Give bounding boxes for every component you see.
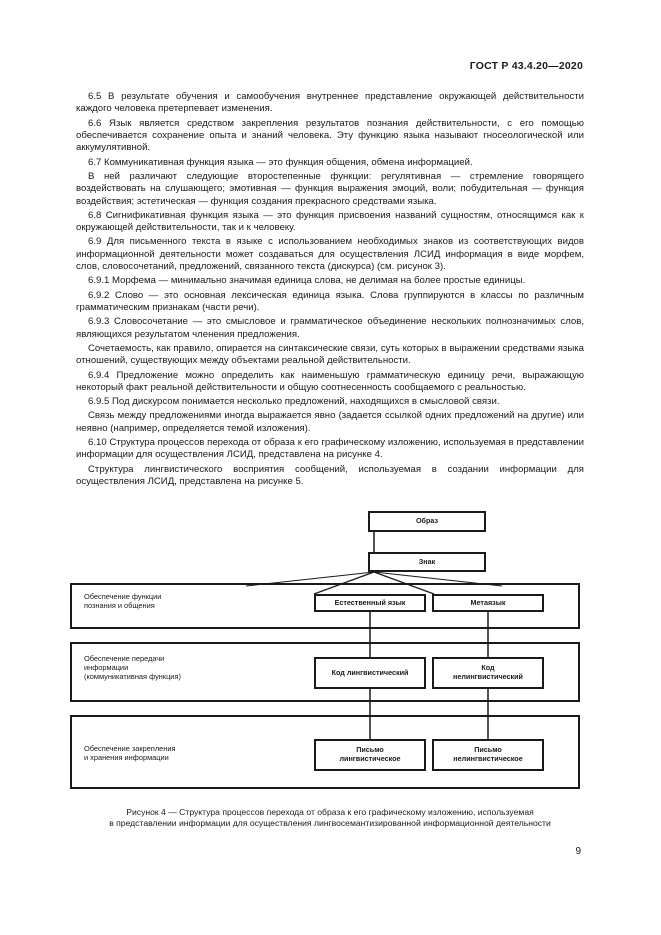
paragraph-6-9-5: 6.9.5 Под дискурсом понимается несколько предложений, находящихся в смысловой связи. [88, 396, 500, 408]
natural-language-box [314, 594, 426, 612]
sign-box [368, 552, 486, 572]
paragraph-6-8: 6.8 Сигнификативная функция языка — это функция присвоения названий сущностям, относящимся как к окружающей действительности, так и к человеку. [76, 209, 584, 234]
natural-language-label: Естественный язык [334, 597, 406, 607]
figure-caption [40, 807, 620, 830]
standard-header: ГОСТ Р 43.4.20—2020 [469, 60, 583, 72]
paragraph-6-10-figure5: Структура лингвистического восприятия сообщений, используемая в создании информации для осуществления ЛСИД, представлена на рисунке 5. [76, 463, 584, 487]
linguistic-writing-label-line2: лингвистическое [339, 754, 401, 763]
row3-label [84, 744, 176, 762]
caption-line1: Рисунок 4 — Структура процессов перехода от образа к его графическому изложению, используемая [126, 807, 534, 817]
paragraph-6-5: 6.5 В результате обучения и самообучения внутреннее представление окружающей действительности каждого человека претерпевает изменения. [76, 91, 584, 115]
paragraph-6-9-4: 6.9.4 Предложение можно определить как наименьшую грамматическую единицу речи, выражающую некоторый факт реальной действительности и общую соотнесенность сообщаемого с реальностью. [76, 369, 584, 393]
paragraph-6-6: 6.6 Язык является средством закрепления результатов познания действительности, с его помощью обеспечивается сохранение опыта и знаний человека. Эту функцию языка называют гносеологической или аккумулятивной. [76, 117, 584, 154]
nonlinguistic-writing-box [432, 739, 544, 771]
row2-label [84, 654, 181, 681]
linguistic-code-label: Код лингвистический [331, 667, 409, 677]
image-box [368, 511, 486, 532]
paragraph-6-9: 6.9 Для письменного текста в языке с использованием необходимых знаков из соответствующих видов информационной деятельности может создаваться для осуществления ЛСИД информация в виде морфем, слов, словосочетаний, предложений, связанного текста (дискурса) (см. рисунок 3). [76, 236, 584, 273]
linguistic-writing-label-line1: Письмо [356, 745, 384, 755]
row2-label-line1: Обеспечение передачи [84, 654, 165, 663]
paragraph-6-9-3: 6.9.3 Словосочетание — это смысловое и грамматическое объединение нескольких полнозначимых слов, являющихся результатом членения предложения. [76, 316, 584, 340]
row1-label [84, 592, 161, 610]
page-number: 9 [575, 846, 581, 857]
paragraph-6-10: 6.10 Структура процессов перехода от образа к его графическому изложению, используемая в представлении информации для осуществления ЛСИД, представлена на рисунке 4. [76, 436, 584, 461]
paragraph-6-9-3-combinability: Сочетаемость, как правило, опирается на синтаксические связи, суть которых в выражении средствами языка отношений, существующих между объектами реальной действительности. [76, 342, 584, 367]
paragraph-6-9-1: 6.9.1 Морфема — минимально значимая единица слова, не делимая на более простые единицы. [88, 275, 526, 287]
sign-box-label: Знак [418, 556, 436, 566]
linguistic-writing-box [314, 739, 426, 771]
nonlinguistic-writing-label-line2: нелингвистическое [453, 754, 523, 763]
nonlinguistic-code-label-line1: Код [481, 663, 495, 673]
metalanguage-box [432, 594, 544, 612]
row2-label-line2: информации [84, 663, 129, 672]
row3-label-line2: и хранения информации [84, 753, 169, 762]
body-text [76, 91, 584, 490]
nonlinguistic-code-label-line2: нелингвистический [453, 672, 523, 681]
linguistic-code-box [314, 657, 426, 689]
row3-label-line1: Обеспечение закрепления [84, 744, 176, 753]
paragraph-6-7: 6.7 Коммуникативная функция языка — это функция общения, обмена информацией. [88, 156, 473, 168]
row1-label-line1: Обеспечение функции [84, 592, 162, 601]
paragraph-6-9-2: 6.9.2 Слово — это основная лексическая единица языка. Слова группируются в классы по различным грамматическим признакам (части речи). [76, 289, 584, 314]
paragraph-6-9-5-link: Связь между предложениями иногда выражается явно (задается ссылкой одних предложений на другие) или неявно (например, определяется темой изложения). [76, 410, 584, 434]
metalanguage-label: Метаязык [470, 597, 506, 607]
caption-line2: в представлении информации для осуществления лингвосемантизированной информационной деятельности [109, 818, 551, 829]
image-box-label: Образ [415, 516, 439, 526]
figure-4-diagram [70, 508, 580, 798]
nonlinguistic-writing-label-line1: Письмо [474, 745, 502, 755]
row2-label-line3: (коммуникативная функция) [84, 672, 181, 681]
nonlinguistic-code-box [432, 657, 544, 689]
paragraph-6-7-functions: В ней различают следующие второстепенные функции: регулятивная — стремление говорящего воздействовать на слушающего; эмотивная — функция выражения эмоций, воли; побудительная — функция воздействия; эстетическая — функция создания прекрасного средствами языка. [76, 170, 584, 207]
row1-label-line2: познания и общения [84, 601, 155, 610]
